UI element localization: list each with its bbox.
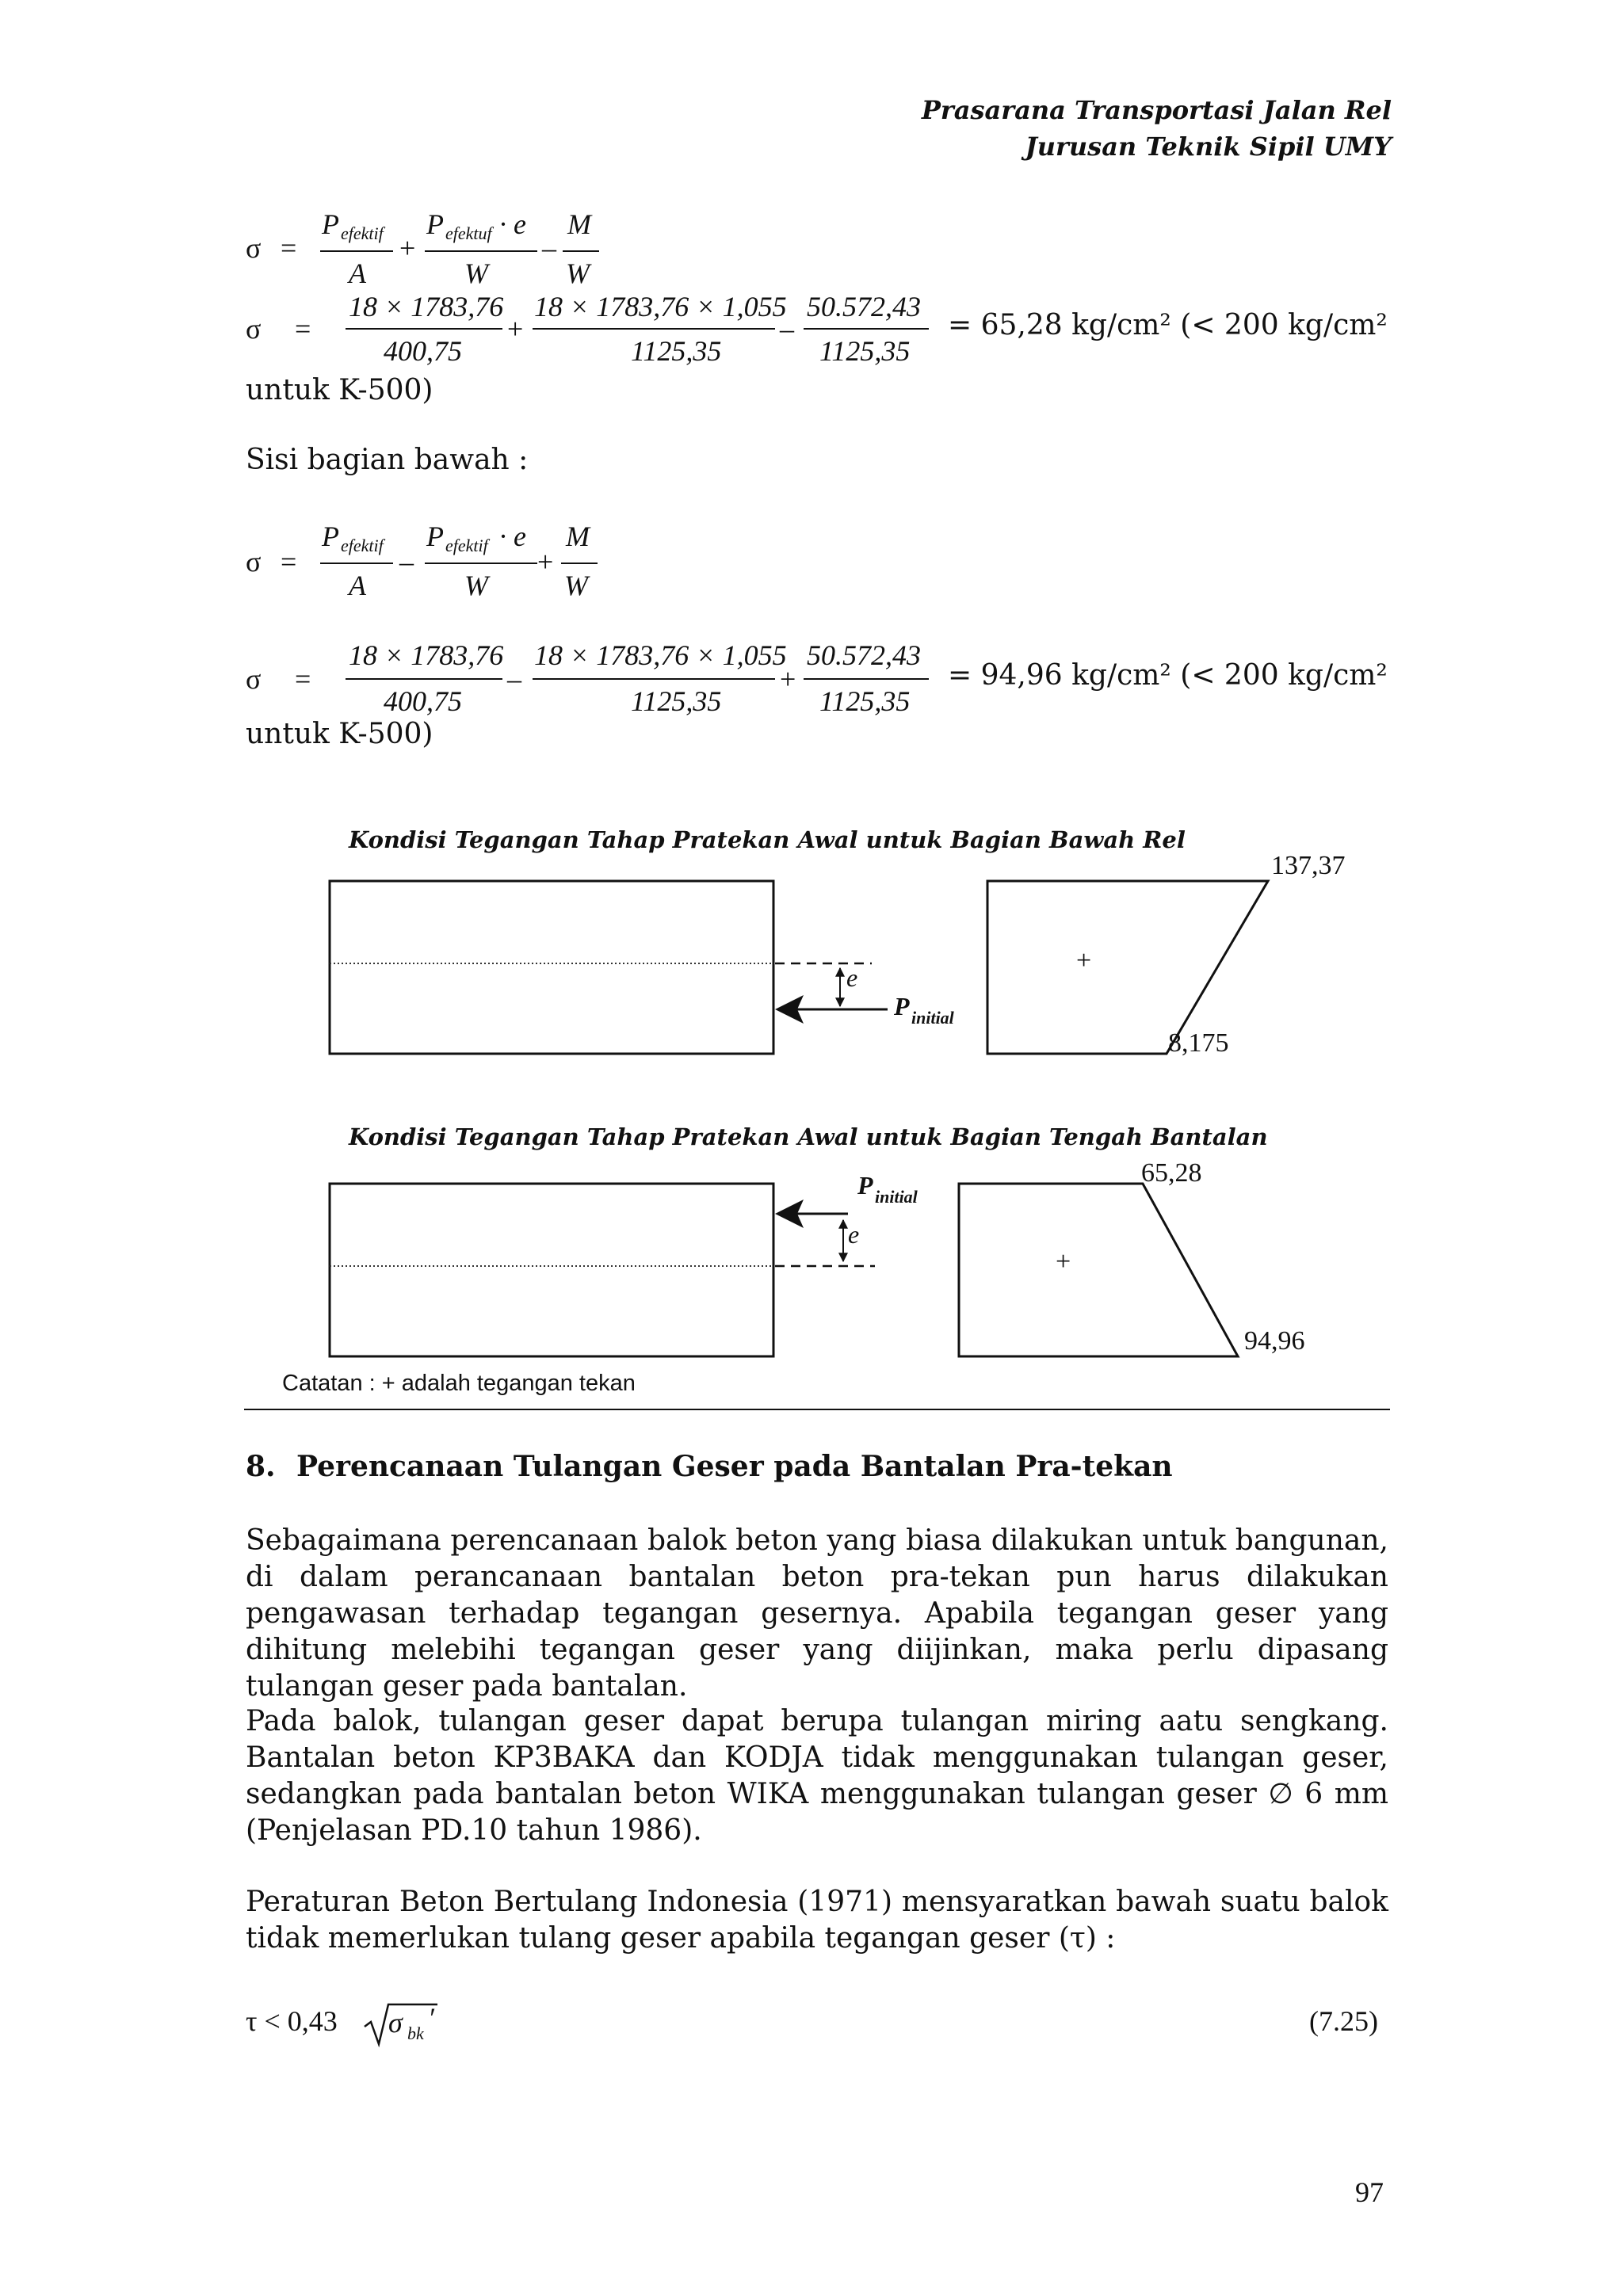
paragraph: Sebagaimana perencanaan balok beton yang biasa dilakukan untuk bangunan, di dalam perancanaan bantalan beton pra-tekan pun harus dilakukan pengawasan terhadap tegangan gesernya. Apabila tegangan geser yang dihitung melebihi tegangan geser yang diijinkan, maka perlu dipasang tulangan geser pada bantalan. <box>246 1524 1388 1703</box>
numerator-base: P <box>426 208 444 240</box>
compression-sign: + <box>1076 946 1092 975</box>
section-title: Perencanaan Tulangan Geser pada Bantalan Pra-tekan <box>296 1450 1173 1483</box>
page-number: 97 <box>1355 2176 1384 2208</box>
result-text: = 94,96 kg/cm² (< 200 kg/cm² <box>948 659 1388 692</box>
bottom-stress-value: 94,96 <box>1244 1326 1305 1356</box>
denominator: A <box>349 570 366 601</box>
equals-sign: = <box>281 232 297 264</box>
figure-caption: Kondisi Tegangan Tahap Pratekan Awal untuk Bagian Tengah Bantalan <box>349 1123 1268 1150</box>
result-text: = 65,28 kg/cm² (< 200 kg/cm² <box>948 309 1388 341</box>
equation-number: (7.25) <box>1309 2005 1378 2037</box>
numerator: M <box>566 521 590 552</box>
sigma-symbol: σ <box>246 232 262 264</box>
denominator: 1125,35 <box>819 685 911 717</box>
numerator-tail: · e <box>499 521 526 552</box>
numerator-tail: · e <box>499 208 526 240</box>
denominator: W <box>564 570 588 601</box>
eccentricity-label: e <box>848 1220 860 1249</box>
plus-operator: + <box>780 663 796 695</box>
numerator-subscript: efektif <box>341 223 384 243</box>
equals-sign: = <box>295 663 311 695</box>
figure-caption: Kondisi Tegangan Tahap Pratekan Awal untuk Bagian Bawah Rel <box>349 826 1186 853</box>
radicand-base: σ <box>388 2007 403 2039</box>
numerator-base: P <box>426 521 444 552</box>
force-label-subscript: initial <box>875 1187 918 1207</box>
minus-operator: – <box>507 663 521 695</box>
result-continuation: untuk K-500) <box>246 374 433 406</box>
formula-lhs: τ < 0,43 <box>246 2005 338 2037</box>
minus-operator: – <box>399 546 414 578</box>
numerator: 18 × 1783,76 × 1,055 <box>534 291 787 322</box>
denominator: W <box>464 570 488 601</box>
paragraph: Pada balok, tulangan geser dapat berupa tulangan miring aatu sengkang. Bantalan beton KP3BAKA dan KODJA tidak menggunakan tulangan geser, sedangkan pada bantalan beton WIKA menggunakan tulangan geser ∅ 6 mm (Penjelasan PD.10 tahun 1986). <box>246 1705 1388 1847</box>
sigma-symbol: σ <box>246 663 262 695</box>
numerator: M <box>567 208 591 240</box>
numerator: 50.572,43 <box>807 291 921 322</box>
numerator: 18 × 1783,76 × 1,055 <box>534 639 787 671</box>
section-number: 8. <box>246 1450 276 1483</box>
numerator: 18 × 1783,76 <box>349 639 504 671</box>
radicand-prime: ′ <box>428 2002 434 2034</box>
force-label-subscript: initial <box>911 1008 954 1028</box>
force-label-base: P <box>894 992 910 1020</box>
force-label-base: P <box>857 1171 873 1199</box>
denominator: 1125,35 <box>631 685 722 717</box>
top-stress-value: 65,28 <box>1141 1158 1202 1188</box>
minus-operator: – <box>780 313 794 345</box>
running-header-line2: Jurusan Teknik Sipil UMY <box>1025 132 1392 162</box>
top-stress-value: 137,37 <box>1271 851 1346 880</box>
compression-sign: + <box>1056 1247 1071 1276</box>
numerator-base: P <box>322 208 339 240</box>
figure-note: Catatan : + adalah tegangan tekan <box>282 1371 636 1396</box>
denominator: W <box>464 257 488 289</box>
plus-operator: + <box>537 546 554 578</box>
sigma-symbol: σ <box>246 546 262 578</box>
plus-operator: + <box>507 313 524 345</box>
plus-operator: + <box>399 232 416 264</box>
denominator: 1125,35 <box>819 335 911 367</box>
numerator-subscript: efektuf <box>445 223 492 243</box>
radicand-subscript: bk <box>407 2023 424 2043</box>
numerator: 18 × 1783,76 <box>349 291 504 322</box>
sigma-symbol: σ <box>246 313 262 345</box>
numerator-subscript: efektif <box>445 536 488 555</box>
subheading-sisi-bawah: Sisi bagian bawah : <box>246 444 529 476</box>
numerator: 50.572,43 <box>807 639 921 671</box>
denominator: W <box>566 257 590 289</box>
denominator: 1125,35 <box>631 335 722 367</box>
running-header-line1: Prasarana Transportasi Jalan Rel <box>921 95 1392 125</box>
minus-operator: – <box>542 232 556 264</box>
denominator: A <box>349 257 366 289</box>
numerator-base: P <box>322 521 339 552</box>
equals-sign: = <box>281 546 297 578</box>
equals-sign: = <box>295 313 311 345</box>
denominator: 400,75 <box>384 335 462 367</box>
denominator: 400,75 <box>384 685 462 717</box>
numerator-subscript: efektif <box>341 536 384 555</box>
paragraph: Peraturan Beton Bertulang Indonesia (1971) mensyaratkan bawah suatu balok tidak memerlukan tulang geser apabila tegangan geser (τ) : <box>246 1886 1388 1955</box>
result-continuation: untuk K-500) <box>246 718 433 750</box>
bottom-stress-value: 8,175 <box>1168 1028 1229 1058</box>
eccentricity-label: e <box>846 963 858 992</box>
